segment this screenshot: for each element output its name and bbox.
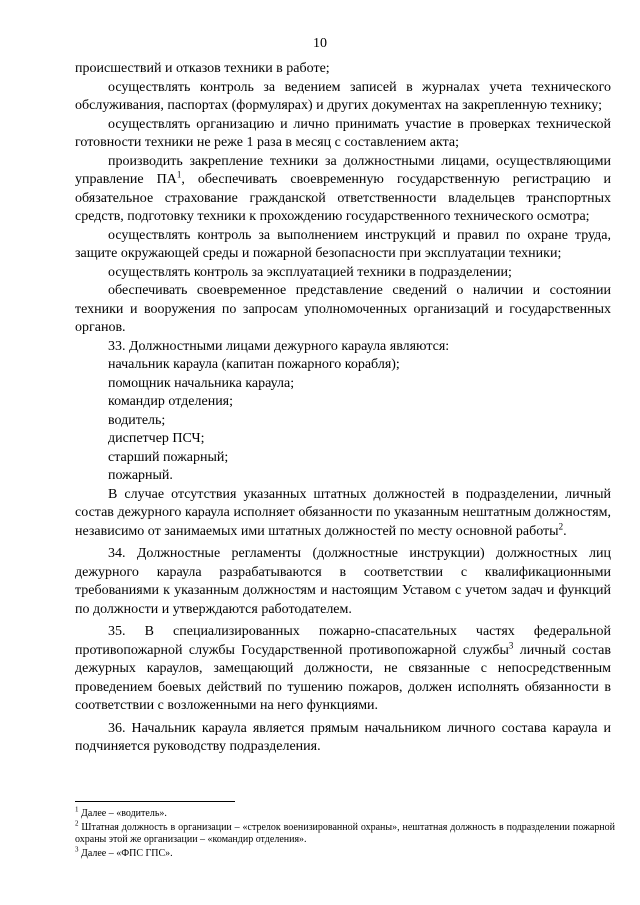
paragraph: обеспечивать своевременное представление сведений о наличии и состоянии техники и вооружения по запросам уполномоченных организаций и государственных органов. [75,283,611,335]
page-number: 10 [313,36,327,51]
list-item: водитель; [108,412,166,428]
paragraph-text: В случае отсутствия указанных штатных должностей в подразделении, личный состав дежурного караула исполняет обязанности по указанным нештатным должностям, независимо от занимаемых ими штатных должностей по месту основной работы [75,486,611,539]
paragraph: осуществлять контроль за эксплуатацией техники в подразделении; [108,264,512,280]
section-heading: 33. Должностными лицами дежурного караула являются: [108,338,450,354]
paragraph [75,623,611,716]
footnote-mark: 3 [75,845,79,854]
footnote-text: Далее – «ФПС ГПС». [78,847,173,859]
footnote-separator [75,801,235,802]
footnote-text: Далее – «водитель». [78,808,167,819]
list-item: пожарный. [108,468,173,483]
paragraph: 36. Начальник караула является прямым начальником личного состава караула и подчиняется руководству подразделения. [75,720,611,754]
footnote-mark: 1 [75,805,79,814]
paragraph: осуществлять организацию и лично принимать участие в проверках технической готовности техники не реже 1 раза в месяц с составлением акта; [75,116,611,150]
paragraph [75,486,611,542]
paragraph-text: производить закрепление техники за должностными лицами, осуществляющими управление ПА [75,153,611,187]
list-item: командир отделения; [108,394,234,409]
list-item: начальник караула (капитан пожарного корабля); [108,357,400,372]
paragraph: 34. Должностные регламенты (должностные инструкции) должностных лиц дежурного караула разрабатываются в соответствии с квалификационными требованиями к указанным должностям и настоящим Уставом с учетом задач и функций по должности и утверждаются работодателем. [75,546,611,617]
paragraph: осуществлять контроль за ведением записей в журналах учета технического обслуживания, паспортах (формулярах) и других документах на закрепленную технику; [75,79,611,113]
list-item: диспетчер ПСЧ; [108,431,205,446]
footnote-mark: 2 [75,819,79,828]
footnote [75,819,615,847]
document-body [75,60,611,757]
list-item: помощник начальника караула; [108,375,295,391]
footnote-ref: 3 [508,639,514,650]
paragraph: происшествий и отказов техники в работе; [75,61,330,76]
list-item: старший пожарный; [108,449,229,465]
footnote [75,845,615,861]
footnote-text: Штатная должность в организации – «стрелок военизированной охраны», нештатная должность в подразделении пожарной охраны этой же организации – «командир отделения». [75,821,615,845]
footnote-ref: 2 [558,520,564,531]
paragraph-text: личный состав дежурных караулов, замещающий должности, не связанные с непосредственным проведением боевых действий по тушению пожаров, должен исполнять обязанности в соответствии с возложенными на него функциями. [75,642,611,713]
paragraph: осуществлять контроль за выполнением инструкций и правил по охране труда, защите окружающей среды и пожарной безопасности при эксплуатации техники; [75,227,611,261]
footnote-ref: 1 [176,169,182,180]
paragraph-text: 35. В специализированных пожарно-спасательных частях федеральной противопожарной службы Государственной противопожарной службы [75,624,611,658]
paragraph-text: . [563,523,567,539]
paragraph-text: , обеспечивать своевременную государственную регистрацию и обязательное страхование гражданской ответственности владельцев транспортных средств, подготовку техники к прохождению государственного технического осмотра; [75,172,611,224]
footnotes [75,805,615,861]
paragraph [75,153,611,227]
footnote [75,805,615,821]
